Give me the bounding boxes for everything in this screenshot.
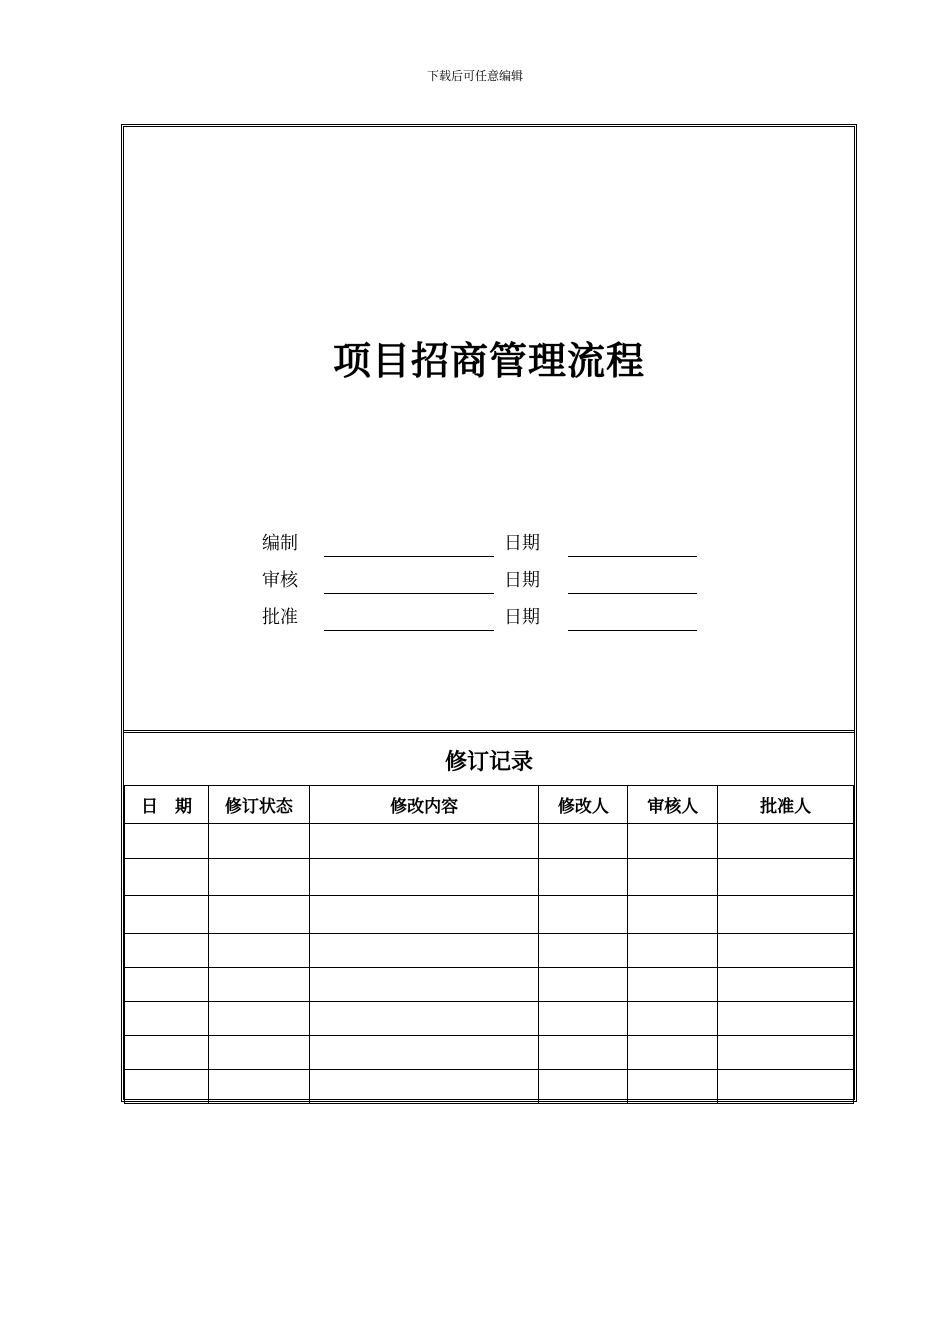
revision-header-row	[125, 786, 854, 824]
table-cell[interactable]	[628, 1002, 718, 1036]
table-cell[interactable]	[309, 824, 539, 859]
compile-label: 编制	[262, 533, 298, 554]
review-date-label: 日期	[504, 570, 540, 591]
table-cell[interactable]	[628, 896, 718, 934]
table-cell[interactable]	[208, 1070, 309, 1104]
table-row	[125, 824, 854, 859]
table-cell[interactable]	[208, 934, 309, 968]
col-status: 修订状态	[208, 786, 309, 824]
table-row	[125, 896, 854, 934]
approve-label: 批准	[262, 607, 298, 628]
table-cell[interactable]	[628, 859, 718, 896]
table-row	[125, 934, 854, 968]
table-cell[interactable]	[208, 824, 309, 859]
table-cell[interactable]	[125, 1036, 209, 1070]
table-row	[125, 1070, 854, 1104]
table-cell[interactable]	[539, 896, 628, 934]
table-cell[interactable]	[208, 1002, 309, 1036]
section-divider	[124, 730, 854, 733]
revision-table-body	[125, 824, 854, 1104]
table-cell[interactable]	[628, 934, 718, 968]
table-cell[interactable]	[718, 824, 854, 859]
col-date: 日 期	[125, 786, 209, 824]
approve-date-field[interactable]	[568, 630, 697, 631]
col-approver: 批准人	[718, 786, 854, 824]
table-cell[interactable]	[718, 1070, 854, 1104]
table-row	[125, 1036, 854, 1070]
signature-row-approve	[0, 603, 950, 633]
table-cell[interactable]	[208, 896, 309, 934]
table-cell[interactable]	[628, 1070, 718, 1104]
table-cell[interactable]	[125, 1002, 209, 1036]
table-cell[interactable]	[539, 1070, 628, 1104]
review-label: 审核	[262, 570, 298, 591]
table-cell[interactable]	[539, 824, 628, 859]
table-cell[interactable]	[628, 1036, 718, 1070]
approve-date-label: 日期	[504, 607, 540, 628]
page-title: 项目招商管理流程	[332, 339, 645, 383]
table-cell[interactable]	[125, 968, 209, 1002]
header-note: 下载后可任意编辑	[426, 69, 523, 83]
table-row	[125, 1002, 854, 1036]
table-cell[interactable]	[309, 1070, 539, 1104]
table-cell[interactable]	[208, 1036, 309, 1070]
table-cell[interactable]	[309, 859, 539, 896]
table-cell[interactable]	[539, 968, 628, 1002]
compile-signature-field[interactable]	[324, 556, 494, 557]
table-cell[interactable]	[539, 934, 628, 968]
table-cell[interactable]	[718, 896, 854, 934]
col-modifier: 修改人	[539, 786, 628, 824]
table-cell[interactable]	[125, 896, 209, 934]
col-content: 修改内容	[309, 786, 539, 824]
table-cell[interactable]	[125, 934, 209, 968]
table-cell[interactable]	[309, 1036, 539, 1070]
table-cell[interactable]	[628, 824, 718, 859]
table-cell[interactable]	[125, 859, 209, 896]
table-cell[interactable]	[539, 859, 628, 896]
table-cell[interactable]	[208, 859, 309, 896]
table-cell[interactable]	[125, 1070, 209, 1104]
table-cell[interactable]	[309, 968, 539, 1002]
table-row	[125, 859, 854, 896]
table-cell[interactable]	[539, 1002, 628, 1036]
table-cell[interactable]	[208, 968, 309, 1002]
signature-row-review	[0, 566, 950, 596]
revision-title: 修订记录	[444, 750, 533, 775]
table-cell[interactable]	[718, 1002, 854, 1036]
table-cell[interactable]	[539, 1036, 628, 1070]
table-cell[interactable]	[718, 1036, 854, 1070]
table-cell[interactable]	[309, 934, 539, 968]
table-cell[interactable]	[718, 968, 854, 1002]
table-cell[interactable]	[718, 859, 854, 896]
table-row	[125, 968, 854, 1002]
review-signature-field[interactable]	[324, 593, 494, 594]
col-reviewer: 审核人	[628, 786, 718, 824]
revision-table	[124, 785, 854, 1104]
signature-row-compile	[0, 529, 950, 559]
table-cell[interactable]	[718, 934, 854, 968]
review-date-field[interactable]	[568, 593, 697, 594]
table-cell[interactable]	[309, 896, 539, 934]
approve-signature-field[interactable]	[324, 630, 494, 631]
table-cell[interactable]	[628, 968, 718, 1002]
compile-date-field[interactable]	[568, 556, 697, 557]
compile-date-label: 日期	[504, 533, 540, 554]
table-cell[interactable]	[309, 1002, 539, 1036]
table-cell[interactable]	[125, 824, 209, 859]
